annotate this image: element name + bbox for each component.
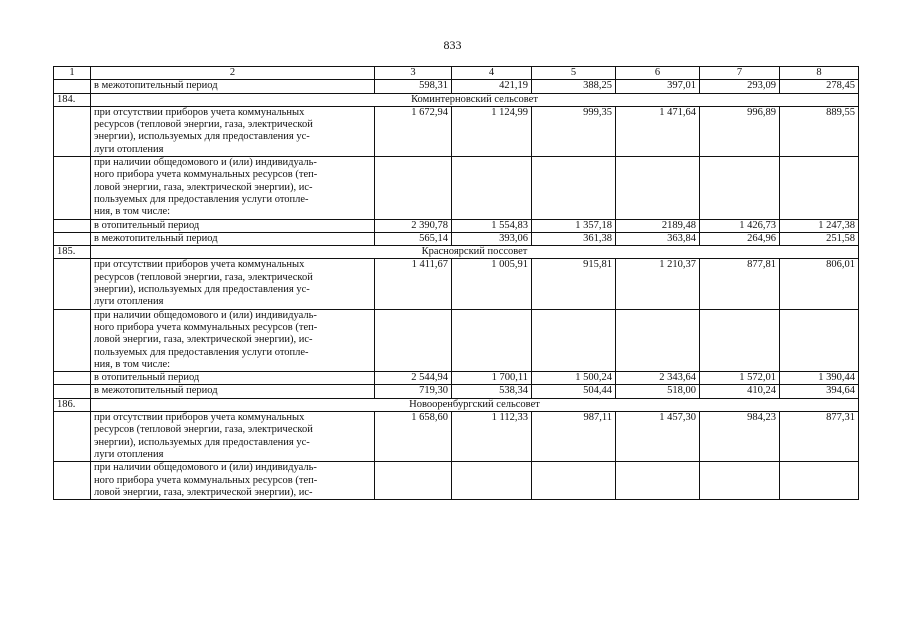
value-cell: 393,06 [452,232,532,245]
row-index-cell [54,462,91,500]
value-cell: 1 426,73 [700,219,780,232]
description-line: ресурсов (тепловой энергии, газа, электрической [94,271,313,283]
table-row [54,412,859,462]
row-index-cell [54,259,91,309]
table-row [54,106,859,156]
table-row [54,385,859,398]
description-line: энергии), используемых для предоставления ус- [94,284,310,296]
table-row [54,462,859,500]
section-row [54,398,859,411]
description-line: при отсутствии приборов учета коммунальных [94,259,305,271]
section-name: Коминтерновский сельсовет [91,93,859,106]
row-index-cell [54,385,91,398]
row-description [91,259,375,309]
column-header-1: 1 [54,67,91,80]
description-line: при наличии общедомового и (или) индивидуаль- [94,462,317,474]
section-row [54,246,859,259]
value-cell: 915,81 [532,259,616,309]
value-cell: 363,84 [616,232,700,245]
column-header-row [54,67,859,80]
column-header-7: 7 [700,67,780,80]
value-cell: 996,89 [700,106,780,156]
value-cell: 1 390,44 [780,372,859,385]
column-header-2: 2 [91,67,375,80]
row-description [91,219,375,232]
value-cell [616,309,700,371]
description-line: луги отопления [94,448,164,460]
value-cell [532,462,616,500]
description-line: ловой энергии, газа, электрической энергии), ис- [94,334,313,346]
value-cell: 1 572,01 [700,372,780,385]
column-header-4: 4 [452,67,532,80]
description-line: ного прибора учета коммунальных ресурсов (теп- [94,321,318,333]
value-cell [452,462,532,500]
value-cell [780,462,859,500]
description-line: ного прибора учета коммунальных ресурсов (теп- [94,169,318,181]
table-row [54,157,859,219]
value-cell: 251,58 [780,232,859,245]
section-index: 184. [54,93,91,106]
description-line: в межотопительный период [94,232,218,244]
value-cell: 394,64 [780,385,859,398]
description-line: ловой энергии, газа, электрической энергии), ис- [94,181,313,193]
value-cell [375,309,452,371]
value-cell: 278,45 [780,80,859,93]
row-index-cell [54,157,91,219]
row-index-cell [54,412,91,462]
value-cell [780,157,859,219]
row-description [91,309,375,371]
description-line: пользуемых для предоставления услуги отопле- [94,193,309,205]
row-description [91,232,375,245]
table-row [54,219,859,232]
value-cell: 877,81 [700,259,780,309]
description-line: при наличии общедомового и (или) индивидуаль- [94,309,317,321]
value-cell: 2 390,78 [375,219,452,232]
value-cell: 1 210,37 [616,259,700,309]
value-cell: 1 247,38 [780,219,859,232]
value-cell: 388,25 [532,80,616,93]
row-description [91,372,375,385]
section-index: 186. [54,398,91,411]
row-description [91,412,375,462]
description-line: ния, в том числе: [94,206,171,218]
value-cell: 1 471,64 [616,106,700,156]
table-row [54,80,859,93]
value-cell: 1 112,33 [452,412,532,462]
value-cell: 1 005,91 [452,259,532,309]
value-cell: 987,11 [532,412,616,462]
value-cell: 538,34 [452,385,532,398]
description-line: луги отопления [94,143,164,155]
value-cell: 293,09 [700,80,780,93]
value-cell: 2 544,94 [375,372,452,385]
value-cell: 984,23 [700,412,780,462]
description-line: при наличии общедомового и (или) индивидуаль- [94,157,317,169]
description-line: ресурсов (тепловой энергии, газа, электрической [94,424,313,436]
value-cell: 598,31 [375,80,452,93]
description-line: пользуемых для предоставления услуги отопле- [94,346,309,358]
description-line: при отсутствии приборов учета коммунальных [94,106,305,118]
description-line: ловой энергии, газа, электрической энергии), ис- [94,486,313,498]
row-index-cell [54,372,91,385]
value-cell: 1 457,30 [616,412,700,462]
description-line: в отопительный период [94,372,200,384]
row-label: в межотопительный период [91,80,375,93]
row-description [91,106,375,156]
row-index-cell [54,106,91,156]
value-cell [532,157,616,219]
table-row [54,372,859,385]
value-cell: 806,01 [780,259,859,309]
value-cell [375,157,452,219]
table-row [54,232,859,245]
value-cell [780,309,859,371]
value-cell [452,309,532,371]
description-line: энергии), используемых для предоставления ус- [94,436,310,448]
page-number: 833 [443,38,462,52]
value-cell: 1 554,83 [452,219,532,232]
column-header-3: 3 [375,67,452,80]
column-header-5: 5 [532,67,616,80]
value-cell [700,309,780,371]
value-cell: 999,35 [532,106,616,156]
row-description [91,157,375,219]
value-cell [452,157,532,219]
row-index-cell [54,80,91,93]
value-cell: 518,00 [616,385,700,398]
value-cell: 504,44 [532,385,616,398]
value-cell: 1 411,67 [375,259,452,309]
value-cell: 1 700,11 [452,372,532,385]
section-index: 185. [54,246,91,259]
column-header-6: 6 [616,67,700,80]
description-line: при отсутствии приборов учета коммунальных [94,412,305,424]
value-cell: 361,38 [532,232,616,245]
value-cell: 1 500,24 [532,372,616,385]
tariff-table [53,66,859,500]
value-cell: 421,19 [452,80,532,93]
value-cell [700,157,780,219]
value-cell: 1 357,18 [532,219,616,232]
section-name: Новооренбургский сельсовет [91,398,859,411]
value-cell: 2189,48 [616,219,700,232]
value-cell: 1 658,60 [375,412,452,462]
row-index-cell [54,309,91,371]
value-cell: 264,96 [700,232,780,245]
description-line: ресурсов (тепловой энергии, газа, электрической [94,119,313,131]
row-index-cell [54,232,91,245]
value-cell: 1 124,99 [452,106,532,156]
column-header-8: 8 [780,67,859,80]
row-description [91,385,375,398]
value-cell [616,462,700,500]
section-name: Красноярский поссовет [91,246,859,259]
value-cell: 719,30 [375,385,452,398]
description-line: ного прибора учета коммунальных ресурсов (теп- [94,474,318,486]
table-row [54,259,859,309]
value-cell: 565,14 [375,232,452,245]
description-line: в межотопительный период [94,385,218,397]
row-description [91,462,375,500]
value-cell: 1 672,94 [375,106,452,156]
description-line: в отопительный период [94,219,200,231]
section-row [54,93,859,106]
value-cell [616,157,700,219]
value-cell: 397,01 [616,80,700,93]
value-cell: 2 343,64 [616,372,700,385]
description-line: энергии), используемых для предоставления ус- [94,131,310,143]
value-cell: 877,31 [780,412,859,462]
value-cell [532,309,616,371]
value-cell: 410,24 [700,385,780,398]
value-cell: 889,55 [780,106,859,156]
table-row [54,309,859,371]
value-cell [700,462,780,500]
row-index-cell [54,219,91,232]
description-line: ния, в том числе: [94,358,171,370]
description-line: луги отопления [94,296,164,308]
value-cell [375,462,452,500]
